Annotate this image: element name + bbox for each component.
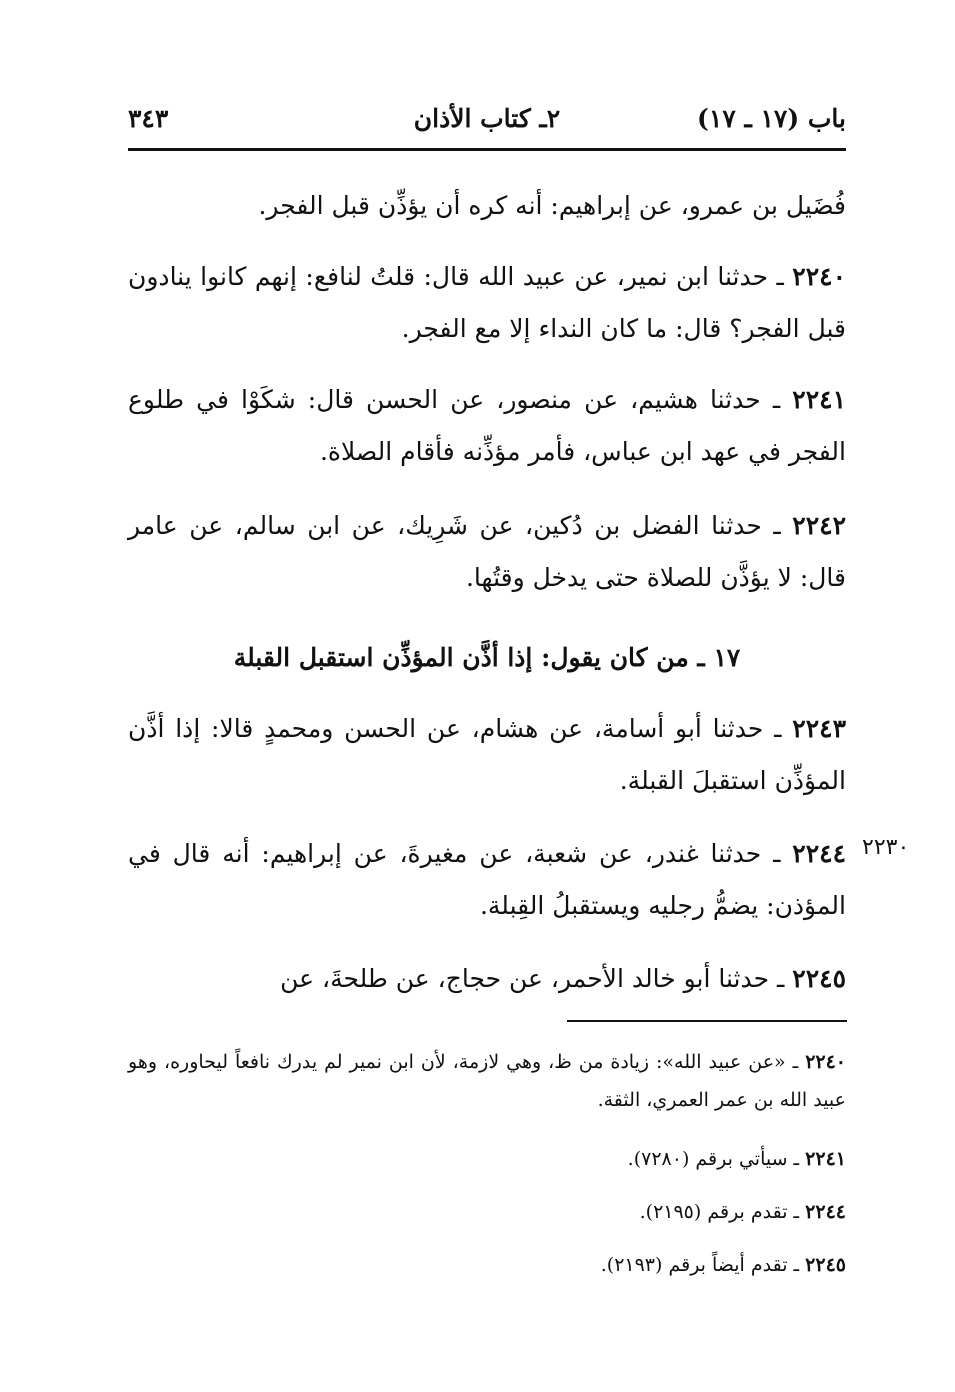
footnote-2240 [128, 1043, 846, 1119]
hadith-2244 [128, 828, 846, 932]
hadith-number: ٢٢٤٠ [792, 262, 846, 291]
hadith-text: ـ حدثنا أبو أسامة، عن هشام، عن الحسن ومحمدٍ قالا: إذا أذَّن المؤذِّن استقبلَ القبلة. [128, 714, 846, 795]
footnote-number: ٢٢٤٠ [805, 1051, 847, 1073]
footnote-text: ـ تقدم أيضاً برقم (٢١٩٣). [600, 1254, 800, 1276]
hadith-text: ـ حدثنا غندر، عن شعبة، عن مغيرةَ، عن إبراهيم: أنه قال في المؤذن: يضمُّ رجليه ويستقبلُ القِبلة. [128, 839, 846, 920]
hadith-number: ٢٢٤٢ [792, 511, 846, 540]
chapter-title: باب (١٧ ـ ١٧) [697, 104, 846, 133]
hadith-2241 [128, 374, 846, 478]
footnote-number: ٢٢٤٤ [805, 1201, 846, 1223]
hadith-text: ـ حدثنا الفضل بن دُكين، عن شَرِيك، عن ابن سالم، عن عامر قال: لا يؤذَّن للصلاة حتى يدخل وقتُها. [128, 511, 846, 592]
hadith-2242 [128, 500, 846, 604]
hadith-number: ٢٢٤٤ [792, 839, 846, 868]
footnote-number: ٢٢٤٥ [805, 1254, 846, 1276]
intro-paragraph [128, 180, 846, 232]
hadith-2240 [128, 251, 846, 355]
footnote-2245 [128, 1246, 846, 1284]
hadith-text: ـ حدثنا هشيم، عن منصور، عن الحسن قال: شكَوْا في طلوع الفجر في عهد ابن عباس، فأمر مؤذِّنه فأقام الصلاة. [128, 385, 846, 466]
footnote-text: ـ «عن عبيد الله»: زيادة من ظ، وهي لازمة، لأن ابن نمير لم يدرك نافعاً ليحاوره، وهو عبيد الله بن عمر العمري، الثقة. [128, 1051, 846, 1111]
footnote-2244 [128, 1193, 846, 1231]
hadith-text: ـ حدثنا ابن نمير، عن عبيد الله قال: قلتُ لنافع: إنهم كانوا ينادون قبل الفجر؟ قال: ما كان النداء إلا مع الفجر. [128, 262, 846, 343]
footnote-rule [567, 1020, 847, 1022]
header-rule [128, 148, 846, 151]
footnote-text: ـ تقدم برقم (٢١٩٥). [639, 1201, 800, 1223]
footnote-text: ـ سيأتي برقم (٧٢٨٠). [627, 1148, 800, 1170]
page-header [128, 96, 846, 140]
section-heading: ١٧ ـ من كان يقول: إذا أذَّن المؤذِّن استقبل القبلة [233, 643, 741, 672]
page-number: ٣٤٣ [128, 104, 169, 133]
margin-reference: ٢٢٣٠ [862, 835, 910, 860]
hadith-2243 [128, 703, 846, 807]
hadith-number: ٢٢٤١ [792, 385, 846, 414]
hadith-2245 [128, 953, 846, 1005]
footnote-2241 [128, 1140, 846, 1178]
hadith-number: ٢٢٤٥ [792, 964, 846, 993]
footnote-number: ٢٢٤١ [805, 1148, 846, 1170]
book-title: ٢ـ كتاب الأذان [413, 104, 561, 133]
intro-text: فُضَيل بن عمرو، عن إبراهيم: أنه كره أن يؤذِّن قبل الفجر. [258, 191, 846, 220]
hadith-number: ٢٢٤٣ [792, 714, 846, 743]
hadith-text: ـ حدثنا أبو خالد الأحمر، عن حجاج، عن طلحةَ، عن [280, 964, 785, 993]
